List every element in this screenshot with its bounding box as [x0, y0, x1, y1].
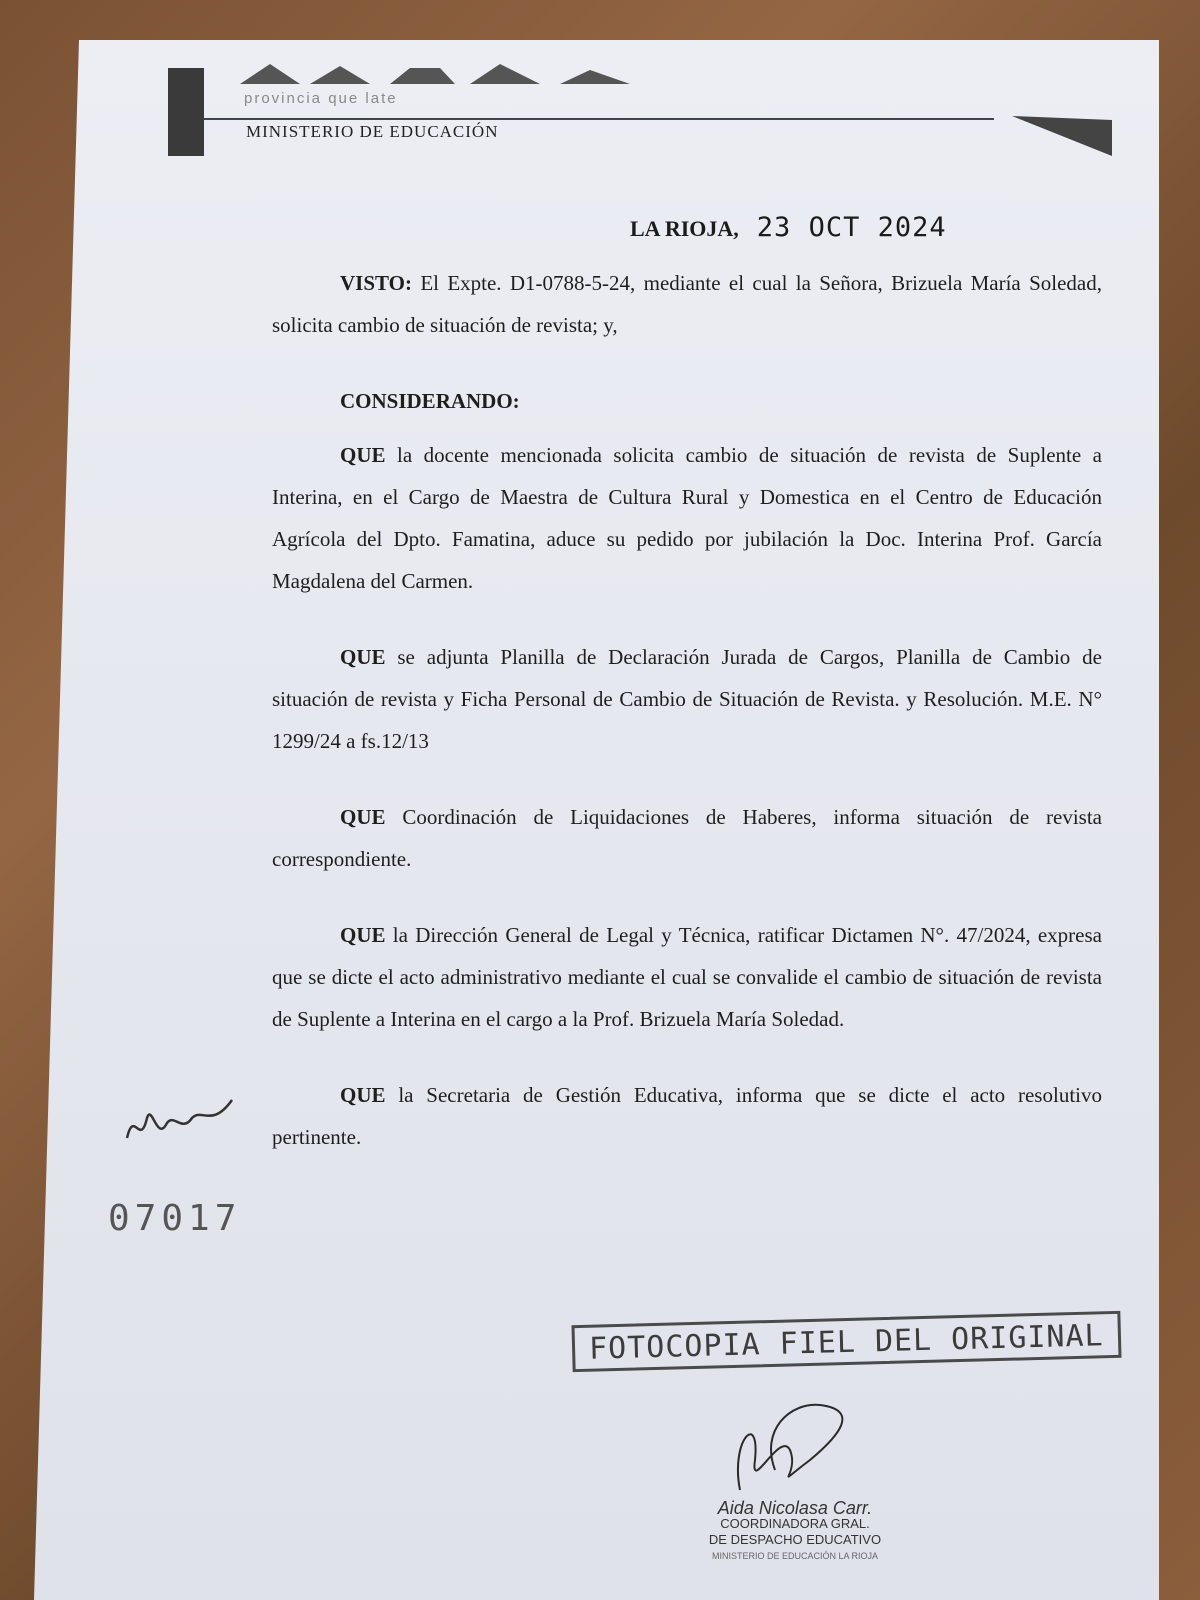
- que-text: la docente mencionada solicita cambio de situación de revista de Suplente a Interina, en el Cargo de Maestra de Cultura Rural y Domestica en el Centro de Educación Agrícola del Dpto. Famatina, aduce su pedido por jubilación la Doc. Interina Prof. García Magdalena del Carmen.: [272, 443, 1102, 593]
- date-stamp: 23 OCT 2024: [756, 212, 947, 243]
- signer-role-2: DE DESPACHO EDUCATIVO: [708, 1532, 882, 1547]
- que-label: QUE: [340, 645, 386, 669]
- visto-text: El Expte. D1-0788-5-24, mediante el cual la Señora, Brizuela María Soledad, solicita cambio de situación de revista; y,: [272, 271, 1102, 337]
- que-paragraph-1: [272, 434, 1102, 602]
- que-paragraph-2: [272, 636, 1102, 762]
- document-body: [272, 262, 1102, 1192]
- signer-role-1: COORDINADORA GRAL.: [720, 1516, 870, 1531]
- letterhead-corner-icon: [1012, 116, 1112, 156]
- que-text: la Secretaria de Gestión Educativa, informa que se dicte el acto resolutivo pertinente.: [272, 1083, 1102, 1149]
- visto-label: VISTO:: [340, 271, 412, 295]
- signer-name: Aida Nicolasa Carr.: [717, 1498, 873, 1518]
- que-paragraph-5: [272, 1074, 1102, 1158]
- que-label: QUE: [340, 805, 386, 829]
- logo-slogan: provincia que late: [244, 90, 398, 107]
- visto-paragraph: [272, 262, 1102, 346]
- date-line: [630, 212, 947, 243]
- que-text: la Dirección General de Legal y Técnica, ratificar Dictamen N°. 47/2024, expresa que se dicte el acto administrativo mediante el cual se convalide el cambio de situación de revista de Suplente a Interina en el cargo a la Prof. Brizuela María Soledad.: [272, 923, 1102, 1031]
- signer-org: MINISTERIO DE EDUCACIÓN LA RIOJA: [711, 1551, 879, 1561]
- que-paragraph-4: [272, 914, 1102, 1040]
- que-label: QUE: [340, 1083, 386, 1107]
- que-label: QUE: [340, 443, 386, 467]
- letterhead-bar: [168, 68, 204, 156]
- certified-copy-stamp: FOTOCOPIA FIEL DEL ORIGINAL: [571, 1311, 1121, 1372]
- que-text: se adjunta Planilla de Declaración Jurada de Cargos, Planilla de Cambio de situación de revista y Ficha Personal de Cambio de Situación de Revista. y Resolución. M.E. N° 1299/24 a fs.12/13: [272, 645, 1102, 753]
- signature-icon: [700, 1400, 880, 1510]
- que-text: Coordinación de Liquidaciones de Haberes, informa situación de revista correspondiente.: [272, 805, 1102, 871]
- que-paragraph-3: [272, 796, 1102, 880]
- signature-stamp: [690, 1500, 900, 1564]
- reference-number: 07017: [108, 1198, 242, 1239]
- place-name: LA RIOJA,: [630, 216, 739, 241]
- ministry-name: MINISTERIO DE EDUCACIÓN: [246, 122, 499, 141]
- considerando-heading: CONSIDERANDO:: [340, 389, 520, 413]
- que-label: QUE: [340, 923, 386, 947]
- handwritten-initials-icon: [122, 1098, 242, 1158]
- letterhead-rule: [204, 118, 994, 120]
